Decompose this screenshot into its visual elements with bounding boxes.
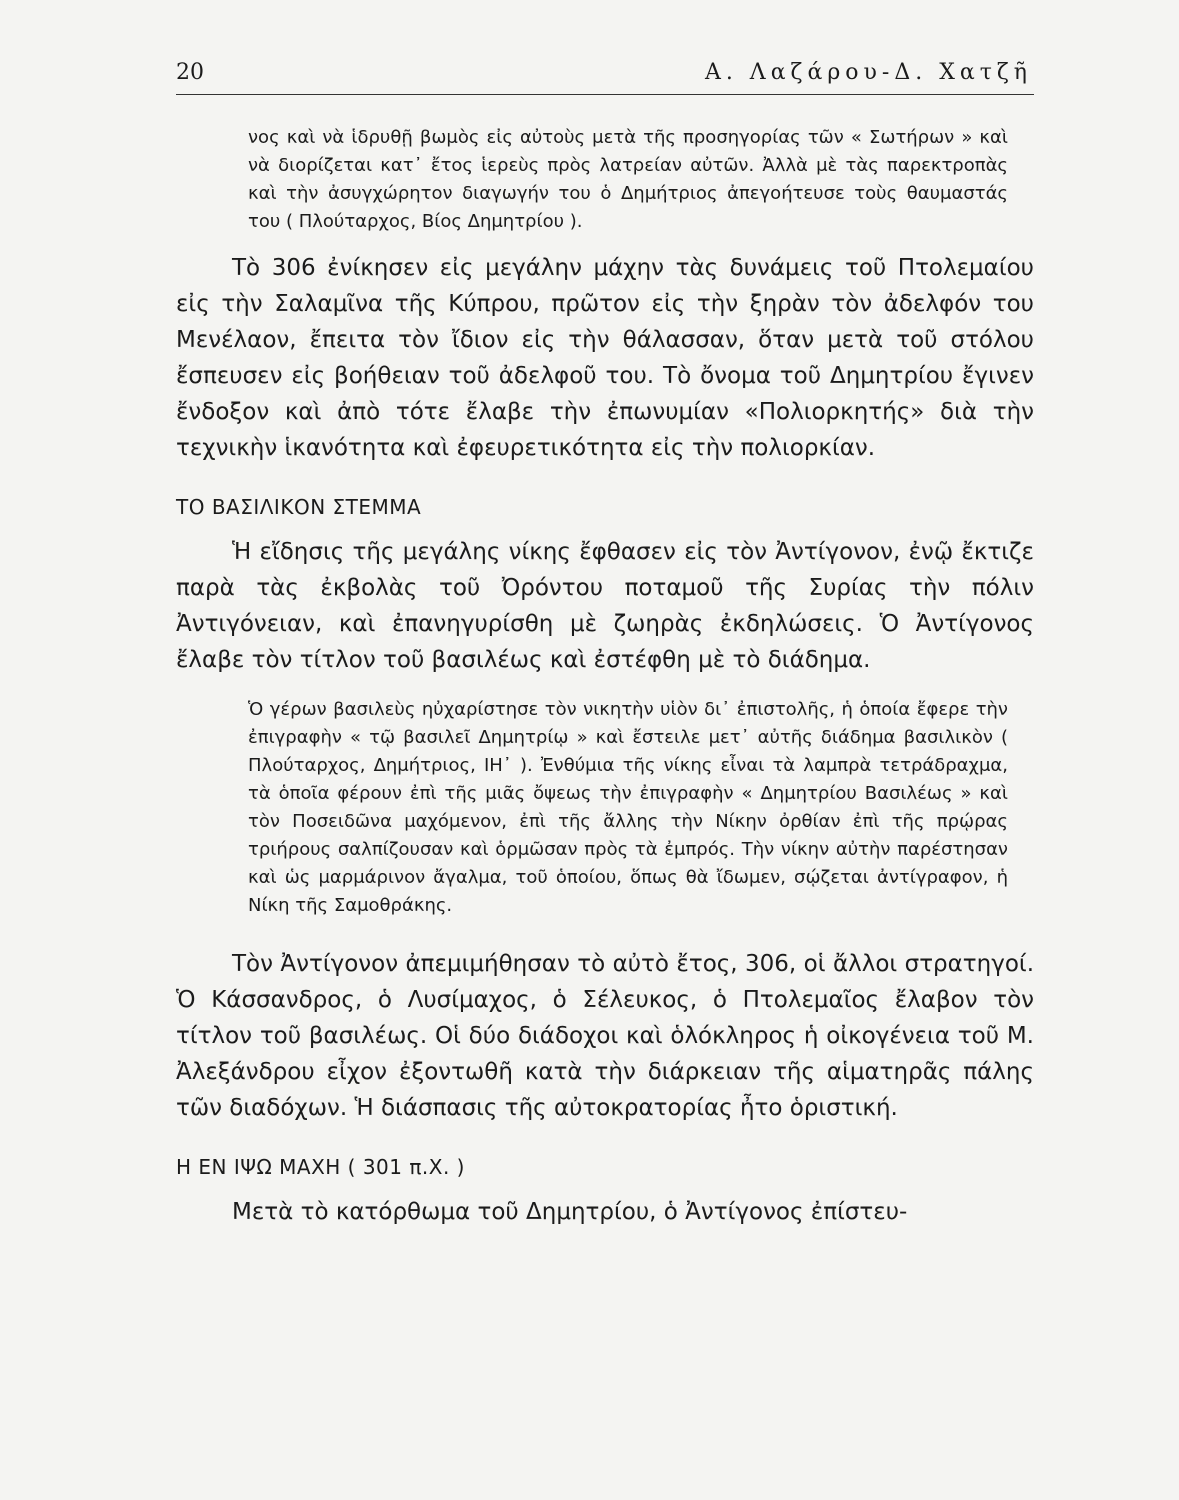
- running-head-authors: Α. Λαζάρου-Δ. Χατζῆ: [704, 60, 1032, 85]
- footnote-quote-tetradrachm: Ὁ γέρων βασιλεὺς ηὐχαρίστησε τὸν νικητὴν υἱὸν δι᾽ ἐπιστολῆς, ἡ ὁποία ἔφερε τὴν ἐπιγραφὴν « τῷ βασιλεῖ Δημητρίῳ » καὶ ἔστειλε μετ᾽ αὐτῆς διάδημα βασιλικὸν ( Πλούταρχος, Δημήτριος, ΙΗ᾽ ). Ἐνθύμια τῆς νίκης εἶναι τὰ λαμπρὰ τετράδραχμα, τὰ ὁποῖα φέρουν ἐπὶ τῆς μιᾶς ὄψεως τὴν ἐπιγραφὴν « Δημητρίου Βασιλέως » καὶ τὸν Ποσειδῶνα μαχόμενον, ἐπὶ τῆς ἄλλης τὴν Νίκην ὀρθίαν ἐπὶ τῆς πρῴρας τριήρους σαλπίζουσαν καὶ ὁρμῶσαν πρὸς τὰ ἐμπρός. Τὴν νίκην αὐτὴν παρέστησαν καὶ ὡς μαρμάρινον ἄγαλμα, τοῦ ὁποίου, ὅπως θὰ ἴδωμεν, σῴζεται ἀντίγραφον, ἡ Νίκη τῆς Σαμοθράκης.: [248, 699, 1008, 916]
- section-heading-battle-of-ipsus: Η ΕΝ ΙΨΩ ΜΑΧΗ ( 301 π.Χ. ): [176, 1155, 465, 1179]
- page-header: [176, 58, 1034, 95]
- page-body: [176, 116, 1034, 1230]
- section-heading-royal-crown: ΤΟ ΒΑΣΙΛΙΚΟΝ ΣΤΕΜΜΑ: [176, 495, 422, 519]
- paragraph-after-demetrius: Μετὰ τὸ κατόρθωμα τοῦ Δημητρίου, ὁ Ἀντίγονος ἐπίστευ-: [232, 1199, 908, 1225]
- paragraph-other-generals: Τὸν Ἀντίγονον ἀπεμιμήθησαν τὸ αὐτὸ ἔτος, 306, οἱ ἄλλοι στρατηγοί. Ὁ Κάσσανδρος, ὁ Λυσίμαχος, ὁ Σέλευκος, ὁ Πτολεμαῖος ἔλαβον τὸν τίτλον τοῦ βασιλέως. Οἱ δύο διάδοχοι καὶ ὁλόκληρος ἡ οἰκογένεια τοῦ Μ. Ἀλεξάνδρου εἶχον ἐξοντωθῆ κατὰ τὴν διάρκειαν τῆς αἱματηρᾶς πάλης τῶν διαδόχων. Ἡ διάσπασις τῆς αὐτοκρατορίας ἦτο ὁριστική.: [176, 951, 1034, 1121]
- paragraph-salamis-victory: Τὸ 306 ἐνίκησεν εἰς μεγάλην μάχην τὰς δυνάμεις τοῦ Πτολεμαίου εἰς τὴν Σαλαμῖνα τῆς Κύπρου, πρῶτον εἰς τὴν ξηρὰν τὸν ἀδελφόν του Μενέλαον, ἔπειτα τὸν ἴδιον εἰς τὴν θάλασσαν, ὅταν μετὰ τοῦ στόλου ἔσπευσεν εἰς βοήθειαν τοῦ ἀδελφοῦ του. Τὸ ὄνομα τοῦ Δημητρίου ἔγινεν ἔνδοξον καὶ ἀπὸ τότε ἔλαβε τὴν ἐπωνυμίαν «Πολιορκητής» διὰ τὴν τεχνικὴν ἱκανότητα καὶ ἐφευρετικότητα εἰς τὴν πολιορκίαν.: [176, 255, 1034, 461]
- page-number: 20: [176, 60, 204, 85]
- footnote-quote-plutarch: νος καὶ νὰ ἱδρυθῇ βωμὸς εἰς αὐτοὺς μετὰ τῆς προσηγορίας τῶν « Σωτήρων » καὶ νὰ διορίζεται κατ᾽ ἔτος ἱερεὺς πρὸς λατρείαν αὐτῶν. Ἀλλὰ μὲ τὰς παρεκτροπὰς καὶ τὴν ἀσυγχώρητον διαγωγήν του ὁ Δημήτριος ἀπεγοήτευσε τοὺς θαυμαστάς του ( Πλούταρχος, Βίος Δημητρίου ).: [248, 127, 1008, 232]
- paragraph-antigonus-crowned: Ἡ εἴδησις τῆς μεγάλης νίκης ἔφθασεν εἰς τὸν Ἀντίγονον, ἐνῷ ἔκτιζε παρὰ τὰς ἐκβολὰς τοῦ Ὀρόντου ποταμοῦ τῆς Συρίας τὴν πόλιν Ἀντιγόνειαν, καὶ ἐπανηγυρίσθη μὲ ζωηρὰς ἐκδηλώσεις. Ὁ Ἀντίγονος ἔλαβε τὸν τίτλον τοῦ βασιλέως καὶ ἐστέφθη μὲ τὸ διάδημα.: [176, 539, 1034, 673]
